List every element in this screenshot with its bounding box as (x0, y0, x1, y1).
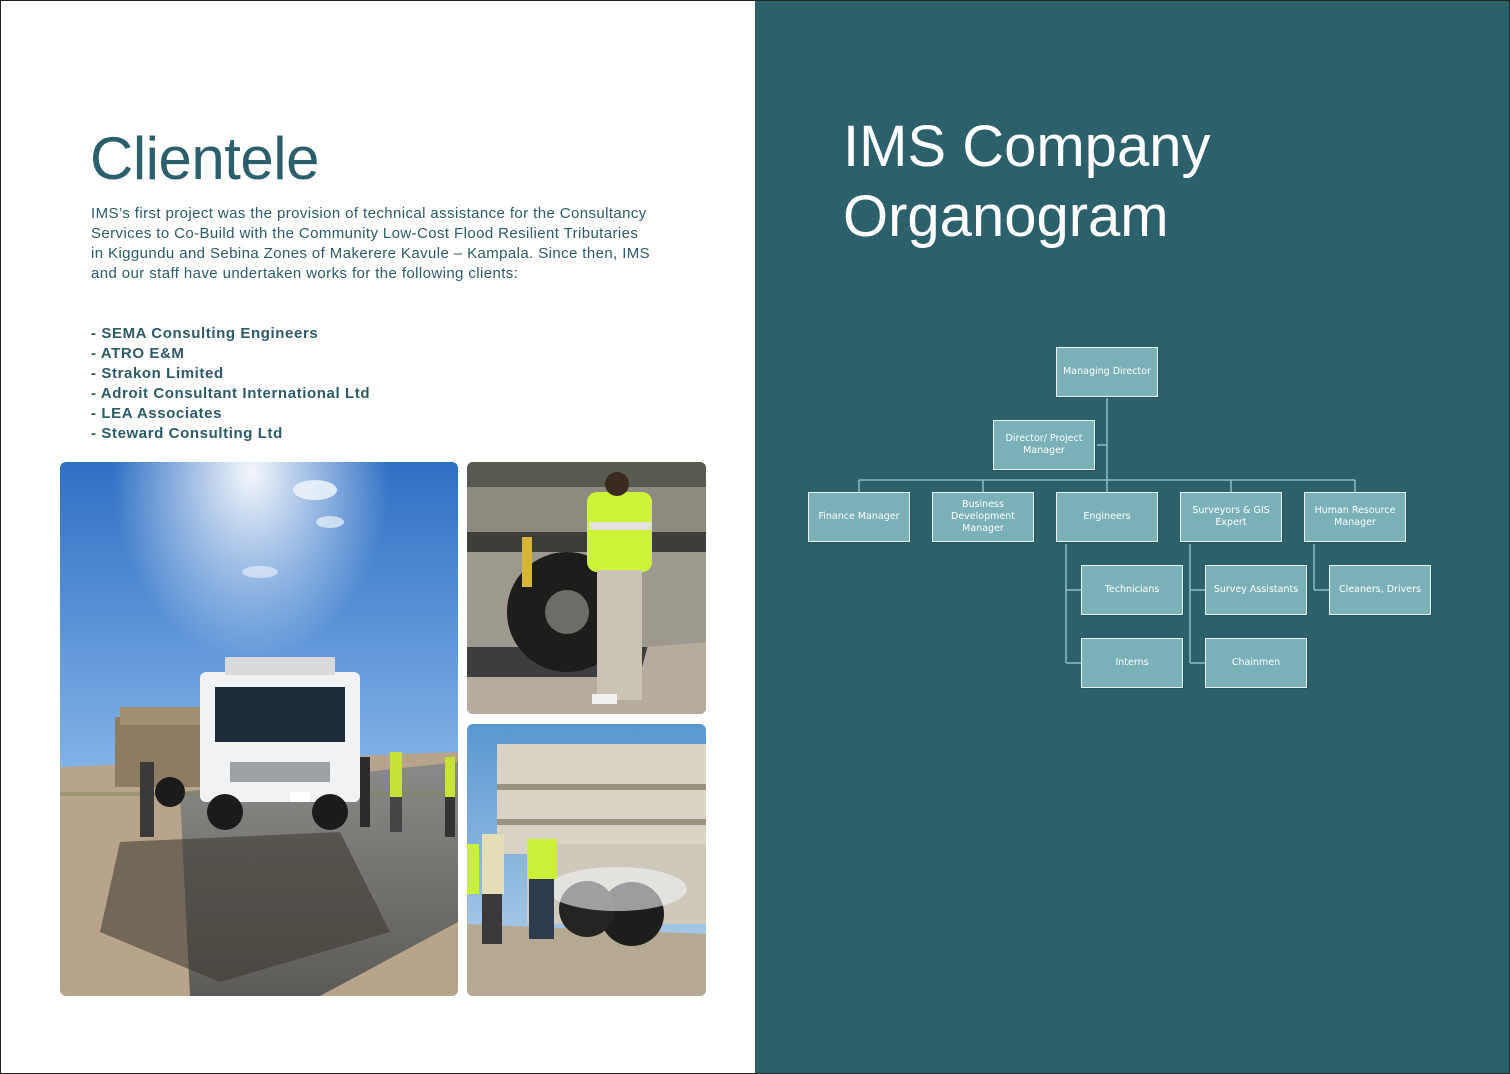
intro-paragraph: IMS’s first project was the provision of technical assistance for the Consultancy Services to Co-Build with the Community Low-Cost Flood Resilient Tributaries in Kiggundu and Sebina Zones of Makerere Kavule – Kampala. Since then, IMS and our staff have undertaken works for the following clients: (91, 205, 651, 282)
title-line-2: Organogram (843, 184, 1169, 249)
client-item: - Steward Consulting Ltd (91, 425, 283, 442)
org-box-engineers: Engineers (1056, 492, 1158, 542)
org-box-human-resource-manager: Human Resource Manager (1304, 492, 1406, 542)
client-item: - Adroit Consultant International Ltd (91, 385, 371, 402)
org-box-cleaners-drivers: Cleaners, Drivers (1329, 565, 1431, 615)
clientele-title: Clientele (90, 125, 319, 192)
org-box-technicians: Technicians (1081, 565, 1183, 615)
org-box-surveyors-gis-expert: Surveyors & GIS Expert (1180, 492, 1282, 542)
client-list (91, 324, 370, 444)
client-item: - LEA Associates (91, 405, 223, 422)
client-item: - SEMA Consulting Engineers (91, 325, 319, 342)
client-item: - ATRO E&M (91, 345, 185, 362)
right-page (755, 0, 1510, 1074)
org-box-survey-assistants: Survey Assistants (1205, 565, 1307, 615)
org-box-director-project-manager: Director/ Project Manager (993, 420, 1095, 470)
client-item: - Strakon Limited (91, 365, 224, 382)
title-line-1: IMS Company (843, 114, 1211, 179)
photo-worker-weighpad (467, 462, 706, 714)
org-box-finance-manager: Finance Manager (808, 492, 910, 542)
photo-workers-inspection (467, 724, 706, 996)
org-box-interns: Interns (1081, 638, 1183, 688)
photo-trucks-road (60, 462, 458, 996)
org-box-managing-director: Managing Director (1056, 347, 1158, 397)
org-box-business-development-manager: Business Development Manager (932, 492, 1034, 542)
org-box-chainmen: Chainmen (1205, 638, 1307, 688)
